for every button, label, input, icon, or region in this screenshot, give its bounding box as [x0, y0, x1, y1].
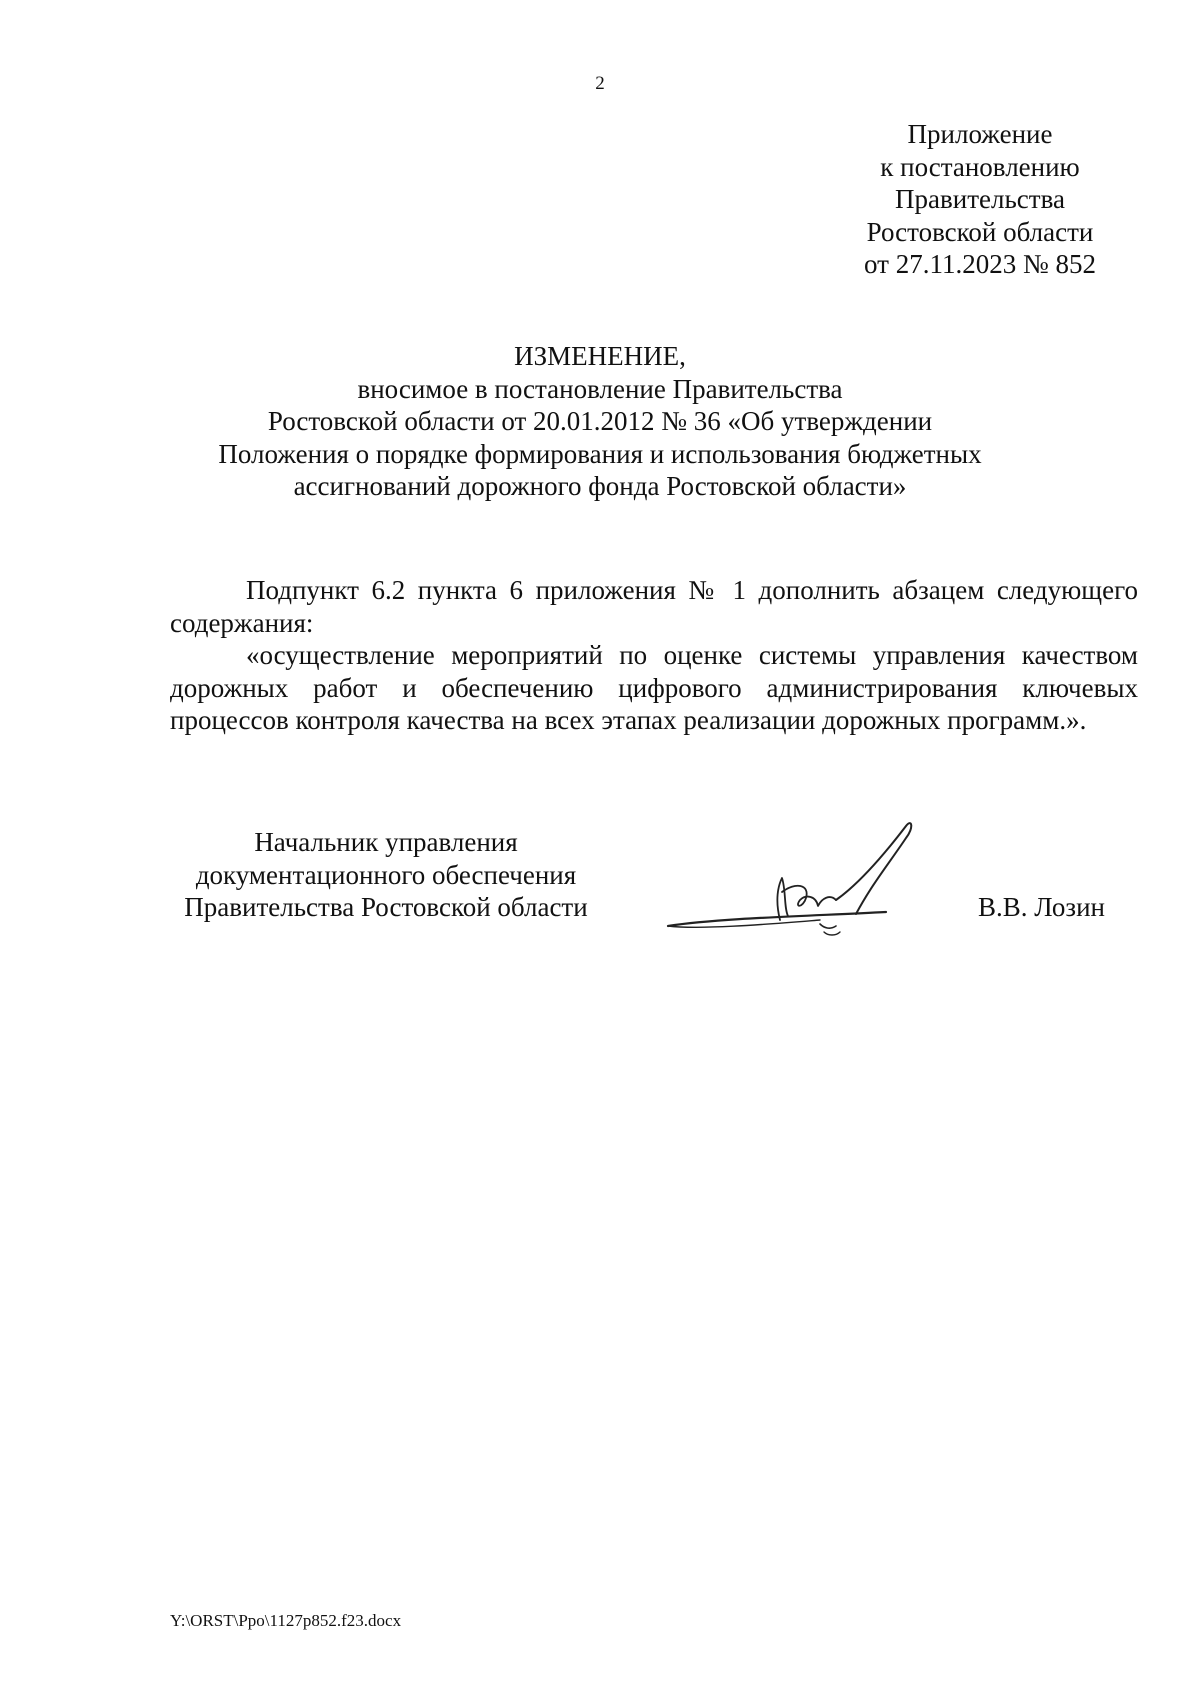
appendix-line: Ростовской области	[866, 216, 1094, 247]
body-paragraph-1: Подпункт 6.2 пункта 6 приложения № 1 дополнить абзацем следующего содержания:	[170, 575, 1138, 638]
title-heading: ИЗМЕНЕНИЕ,	[514, 341, 686, 371]
signer-position-line: документационного обеспечения	[195, 859, 577, 890]
file-path: Y:\ORST\Ppo\1127p852.f23.docx	[170, 1611, 402, 1630]
appendix-line: Правительства	[895, 184, 1065, 214]
handwritten-signature	[660, 820, 950, 940]
title-line: ассигнований дорожного фонда Ростовской области»	[293, 471, 907, 501]
appendix-line: к постановлению	[880, 151, 1080, 182]
title-line: вносимое в постановление Правительства	[357, 373, 843, 404]
signer-position	[160, 826, 612, 924]
appendix-line: Приложение	[907, 119, 1053, 149]
signer-position-line: Правительства Ростовской области	[184, 892, 588, 922]
appendix-reference	[830, 118, 1130, 281]
appendix-line: от 27.11.2023 № 852	[864, 249, 1096, 279]
title-line: Ростовской области от 20.01.2012 № 36 «Об утверждении	[267, 406, 933, 436]
signer-name: В.В. Лозин	[978, 892, 1105, 922]
page-number: 2	[595, 73, 605, 94]
title-line: Положения о порядке формирования и использования бюджетных	[218, 438, 982, 469]
signer-position-line: Начальник управления	[254, 827, 518, 857]
body-paragraph-2: «осуществление мероприятий по оценке системы управления качеством дорожных работ и обеспечению цифрового администрирования ключевых процессов контроля качества на всех этапах реализации дорожных программ.».	[170, 640, 1138, 735]
document-title	[0, 340, 1200, 503]
